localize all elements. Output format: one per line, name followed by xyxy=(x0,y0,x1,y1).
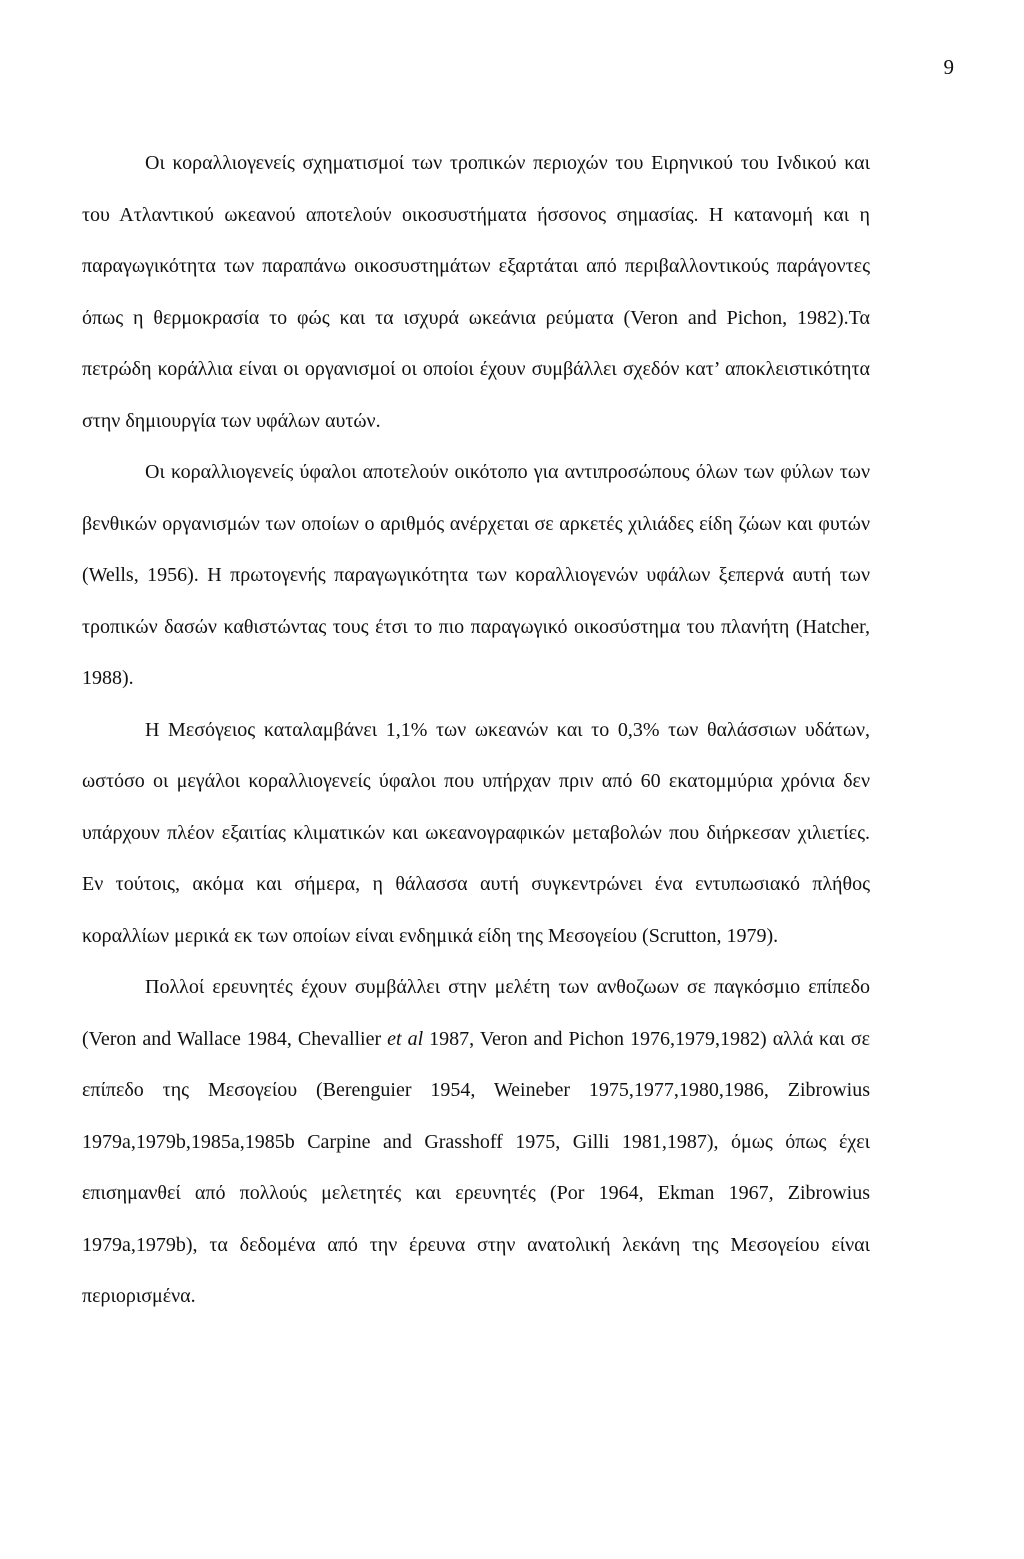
paragraph-4 xyxy=(82,962,870,1323)
paragraph-4-text-a: Πολλοί ερευνητές έχουν συμβάλλει στην μελέτη των ανθοζωων σε παγκόσμιο επίπεδο (Veron and Wallace 1984, Chevallier xyxy=(82,976,870,1050)
paragraph-1: Οι κοραλλιογενείς σχηματισμοί των τροπικών περιοχών του Ειρηνικού του Ινδικού και του Ατλαντικού ωκεανού αποτελούν οικοσυστήματα ήσσονος σημασίας. Η κατανομή και η παραγωγικότητα των παραπάνω οικοσυστημάτων εξαρτάται από περιβαλλοντικούς παράγοντες όπως η θερμοκρασία το φώς και τα ισχυρά ωκεάνια ρεύματα (Veron and Pichon, 1982).Τα πετρώδη κοράλλια είναι οι οργανισμοί οι οποίοι έχουν συμβάλλει σχεδόν κατ’ αποκλειστικότητα στην δημιουργία των υφάλων αυτών. xyxy=(82,152,870,432)
et-al-italic: et al xyxy=(387,1027,424,1050)
body-text xyxy=(82,138,870,1323)
paragraph-2: Οι κοραλλιογενείς ύφαλοι αποτελούν οικότοπο για αντιπροσώπους όλων των φύλων των βενθικών οργανισμών των οποίων ο αριθμός ανέρχεται σε αρκετές χιλιάδες είδη ζώων και φυτών (Wells, 1956). Η πρωτογενής παραγωγικότητα των κοραλλιογενών υφάλων ξεπερνά αυτή των τροπικών δασών καθιστώντας τους έτσι το πιο παραγωγικό οικοσύστημα του πλανήτη (Hatcher, 1988). xyxy=(82,461,870,689)
paragraph-3: Η Μεσόγειος καταλαμβάνει 1,1% των ωκεανών και το 0,3% των θαλάσσιων υδάτων, ωστόσο οι μεγάλοι κοραλλιογενείς ύφαλοι που υπήρχαν πριν από 60 εκατομμύρια χρόνια δεν υπάρχουν πλέον εξαιτίας κλιματικών και ωκεανογραφικών μεταβολών που διήρκεσαν χιλιετίες. Εν τούτοις, ακόμα και σήμερα, η θάλασσα αυτή συγκεντρώνει ένα εντυπωσιακό πλήθος κοραλλίων μερικά εκ των οποίων είναι ενδημικά είδη της Μεσογείου (Scrutton, 1979). xyxy=(82,718,870,947)
paragraph-4-text-b: 1987, Veron and Pichon 1976,1979,1982) αλλά και σε επίπεδο της Μεσογείου (Berenguier 1954, Weineber 1975,1977,1980,1986, Zibrowius 1979a,1979b,1985a,1985b Carpine and Grasshoff 1975, Gilli 1981,1987), όμως όπως έχει επισημανθεί από πολλούς μελετητές και ερευνητές (Por 1964, Ekman 1967, Zibrowius 1979a,1979b), τα δεδομένα από την έρευνα στην ανατολική λεκάνη της Μεσογείου είναι περιορισμένα. xyxy=(82,1027,870,1307)
page-number: 9 xyxy=(943,55,954,79)
